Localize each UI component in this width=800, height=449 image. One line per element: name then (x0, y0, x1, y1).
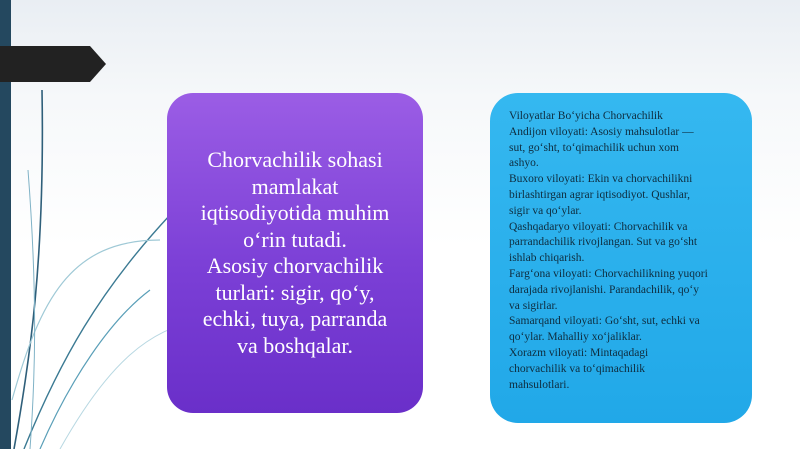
blue-card-heading: Viloyatlar Bo‘yicha Chorvachilik (509, 110, 663, 122)
purple-card-text: Chorvachilik sohasi mamlakat iqtisodiyotida muhim o‘rin tutadi. Asosiy chorvachilik turlari: sigir, qo‘y, echki, tuya, parranda va boshqalar. (200, 147, 390, 358)
blue-card-line: Xorazm viloyati: Mintaqadagi (509, 346, 649, 359)
blue-info-card (490, 93, 752, 423)
blue-card-line: darajada rivojlanishi. Parandachilik, qo‘y (509, 283, 700, 296)
blue-card-line: Andijon viloyati: Asosiy mahsulotlar — (509, 125, 694, 138)
blue-card-line: va sigirlar. (509, 299, 558, 312)
blue-card-line: sut, go‘sht, to‘qimachilik uchun xom (509, 141, 679, 154)
blue-card-line: Farg‘ona viloyati: Chorvachilikning yuqori (509, 267, 708, 280)
blue-card-line: sigir va qo‘ylar. (509, 204, 582, 217)
blue-card-line: ishlab chiqarish. (509, 252, 585, 265)
blue-card-line: mahsulotlari. (509, 378, 570, 391)
blue-card-line: chorvachilik va to‘qimachilik (509, 362, 646, 375)
blue-card-line: parrandachilik rivojlangan. Sut va go‘sht (509, 236, 698, 249)
blue-card-line: Buxoro viloyati: Ekin va chorvachilikni (509, 173, 693, 186)
blue-card-line: birlashtirgan agrar iqtisodiyot. Qushlar, (509, 188, 691, 201)
purple-info-card (167, 93, 423, 413)
blue-card-line: Samarqand viloyati: Go‘sht, sut, echki va (509, 315, 700, 328)
arrow-tab (0, 46, 106, 82)
blue-card-line: Qashqadaryo viloyati: Chorvachilik va (509, 220, 688, 233)
blue-card-line: qo‘ylar. Mahalliy xo‘jaliklar. (509, 331, 642, 344)
blue-card-line: ashyo. (509, 157, 539, 170)
